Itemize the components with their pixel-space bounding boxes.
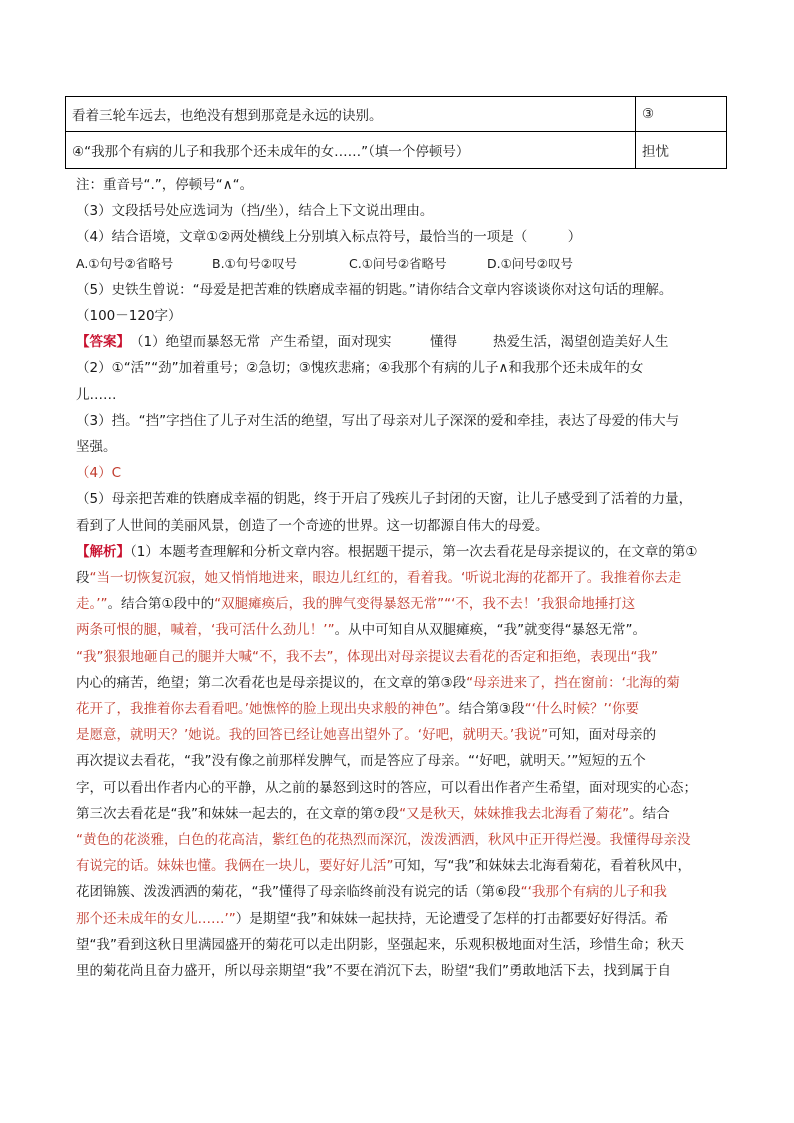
- document-body: [76, 172, 720, 984]
- analysis-text: 再次提议去看花，“我”没有像之前那样发脾气，而是答应了母亲。“‘好吧，就明天。’”短短的五个: [76, 753, 646, 770]
- analysis-line: [76, 539, 720, 565]
- answer-table: [65, 96, 727, 169]
- quoted-text: “我”狠狠地砸自己的腿并大喊“不，我不去”，体现出对母亲提议去看花的否定和拒绝，表现出“我”: [76, 648, 658, 665]
- question-4: （4）结合语境，文章①②两处横线上分别填入标点符号，最恰当的一项是（ ）: [76, 229, 582, 246]
- answer-4-line: （4）C: [76, 465, 122, 482]
- analysis-text: （1）本题考查理解和分析文章内容。根据题干提示，第一次去看花是母亲提议的，在文章的第①: [130, 543, 698, 560]
- answer-line-1: [76, 329, 720, 355]
- table-row: [66, 97, 727, 132]
- analysis-section: [76, 539, 720, 984]
- analysis-text: 花团锦簇、泼泼洒洒的菊花，“我”懂得了母亲临终前没有说完的话（第⑥段: [76, 884, 521, 901]
- analysis-text: 内心的痛苦，绝望；第二次看花也是母亲提议的，在文章的第③段: [76, 674, 467, 691]
- quoted-text: “又是秋天，妹妹推我去北海看了菊花”: [399, 805, 630, 822]
- quoted-text: 走。’”: [76, 596, 108, 613]
- analysis-line: [76, 775, 720, 801]
- analysis-line: [76, 696, 720, 722]
- question-3: （3）文段括号处应选词为（挡/坐），结合上下文说出理由。: [76, 203, 434, 220]
- note-line: 注：重音号“.”，停顿号“∧“。: [76, 177, 254, 193]
- quoted-text: 花开了，我推着你去看看吧。’她憔悴的脸上现出央求般的神色”: [76, 701, 446, 718]
- question-5: （5）史铁生曾说：“母爱是把苦难的铁磨成幸福的钥匙。”请你结合文章内容谈谈你对这句话的理解。: [76, 281, 673, 298]
- table-cell-answer: ③: [636, 97, 727, 132]
- option-b: B.①句号②叹号: [212, 255, 297, 271]
- answer-tag: 【答案】: [76, 334, 130, 351]
- analysis-text: 。结合: [629, 805, 670, 822]
- analysis-line: [76, 801, 720, 827]
- analysis-tag: 【解析】: [76, 543, 130, 560]
- analysis-line: [76, 565, 720, 591]
- answer-3-line: 坚强。: [76, 439, 117, 456]
- analysis-line: [76, 617, 720, 643]
- answer-1-part: 懂得: [430, 334, 457, 351]
- quoted-text: “双腿瘫痪后，我的脾气变得暴怒无常”“‘不，我不去！’我狠命地捶打这: [214, 596, 636, 613]
- table-cell-text: ④“我那个有病的儿子和我那个还未成年的女……”（填一个停顿号）: [66, 132, 636, 169]
- answer-2-line: （2）①“活”“劲”加着重号；②急切；③愧疚悲痛；④我那个有病的儿子∧和我那个还未成年的女: [76, 360, 644, 377]
- quoted-text: “‘我那个有病的儿子和我: [520, 884, 667, 901]
- analysis-line: [76, 722, 720, 748]
- answer-5-line: 看到了人世间的美丽风景，创造了一个奇迹的世界。这一切都源自伟大的母爱。: [76, 517, 549, 534]
- quoted-text: 两条可恨的腿，喊着，‘我可活什么劲儿！’”: [76, 622, 335, 639]
- analysis-text: 望“我”看到这秋日里满园盛开的菊花可以走出阴影，坚强起来，乐观积极地面对生活，珍惜生命；秋天: [76, 936, 684, 953]
- analysis-text: 段: [76, 570, 90, 587]
- analysis-line: [76, 748, 720, 774]
- analysis-line: [76, 932, 720, 958]
- analysis-text: 。结合第③段: [445, 701, 525, 718]
- quoted-text: 那个还未成年的女儿……’”: [76, 910, 236, 927]
- table-row: [66, 132, 727, 169]
- question-5-limit: （100－120字）: [76, 308, 182, 325]
- quoted-text: 有说完的话。妹妹也懂。我俩在一块儿，要好好儿活”: [76, 858, 394, 875]
- answer-5-line: （5）母亲把苦难的铁磨成幸福的钥匙，终于开启了残疾儿子封闭的天窗，让儿子感受到了活着的力量，: [76, 491, 693, 508]
- analysis-text: ）是期望“我”和妹妹一起扶持，无论遭受了怎样的打击都要好好得活。希: [235, 910, 669, 927]
- quoted-text: “黄色的花淡雅，白色的花高洁，紫红色的花热烈而深沉，泼泼洒洒，秋风中正开得烂漫。我懂得母亲没: [76, 832, 691, 849]
- question-4-options: [76, 251, 720, 277]
- quoted-text: “‘什么时候？’‘你要: [524, 701, 640, 718]
- analysis-text: 字，可以看出作者内心的平静，从之前的暴怒到这时的答应，可以看出作者产生希望，面对现实的心态；: [76, 779, 697, 796]
- analysis-text: 。结合第①段中的: [107, 596, 215, 613]
- analysis-line: [76, 906, 720, 932]
- analysis-text: 。从中可知自从双腿瘫痪，“我”就变得“暴怒无常”。: [334, 622, 647, 639]
- option-d: D.①问号②叹号: [487, 255, 574, 271]
- answer-1-part: （1）绝望而暴怒无常: [130, 334, 261, 351]
- analysis-line: [76, 827, 720, 853]
- analysis-text: 可知，面对母亲的: [548, 727, 657, 744]
- analysis-line: [76, 958, 720, 984]
- analysis-text: 里的菊花尚且奋力盛开，所以母亲期望“我”不要在消沉下去，盼望“我们”勇敢地活下去，找到属于自: [76, 963, 671, 980]
- quoted-text: “当一切恢复沉寂，她又悄悄地进来，眼边儿红红的，看着我。‘听说北海的花都开了。我推着你去走: [89, 570, 682, 587]
- table-cell-text: 看着三轮车远去，也绝没有想到那竟是永远的诀别。: [66, 97, 636, 132]
- option-c: C.①问号②省略号: [349, 255, 447, 271]
- analysis-line: [76, 670, 720, 696]
- analysis-line: [76, 853, 720, 879]
- analysis-text: 可知，写“我”和妹妹去北海看菊花，看着秋风中，: [393, 858, 691, 875]
- analysis-text: 第三次去看花是“我”和妹妹一起去的，在文章的第⑦段: [76, 805, 400, 822]
- option-a: A.①句号②省略号: [76, 255, 174, 271]
- answer-3-line: （3）挡。“挡”字挡住了儿子对生活的绝望，写出了母亲对儿子深深的爱和牵挂，表达了母爱的伟大与: [76, 412, 680, 429]
- quoted-text: 是愿意，就明天？’她说。我的回答已经让她喜出望外了。‘好吧，就明天。’我说”: [76, 727, 549, 744]
- table-cell-answer: 担忧: [636, 132, 727, 169]
- answer-1-part: 热爱生活，渴望创造美好人生: [493, 334, 669, 351]
- quoted-text: “母亲进来了，挡在窗前：‘北海的菊: [466, 674, 680, 691]
- analysis-line: [76, 879, 720, 905]
- analysis-line: [76, 591, 720, 617]
- answer-1-part: 产生希望，面对现实: [270, 334, 392, 351]
- analysis-line: [76, 644, 720, 670]
- answer-2-line: 儿……: [76, 386, 117, 403]
